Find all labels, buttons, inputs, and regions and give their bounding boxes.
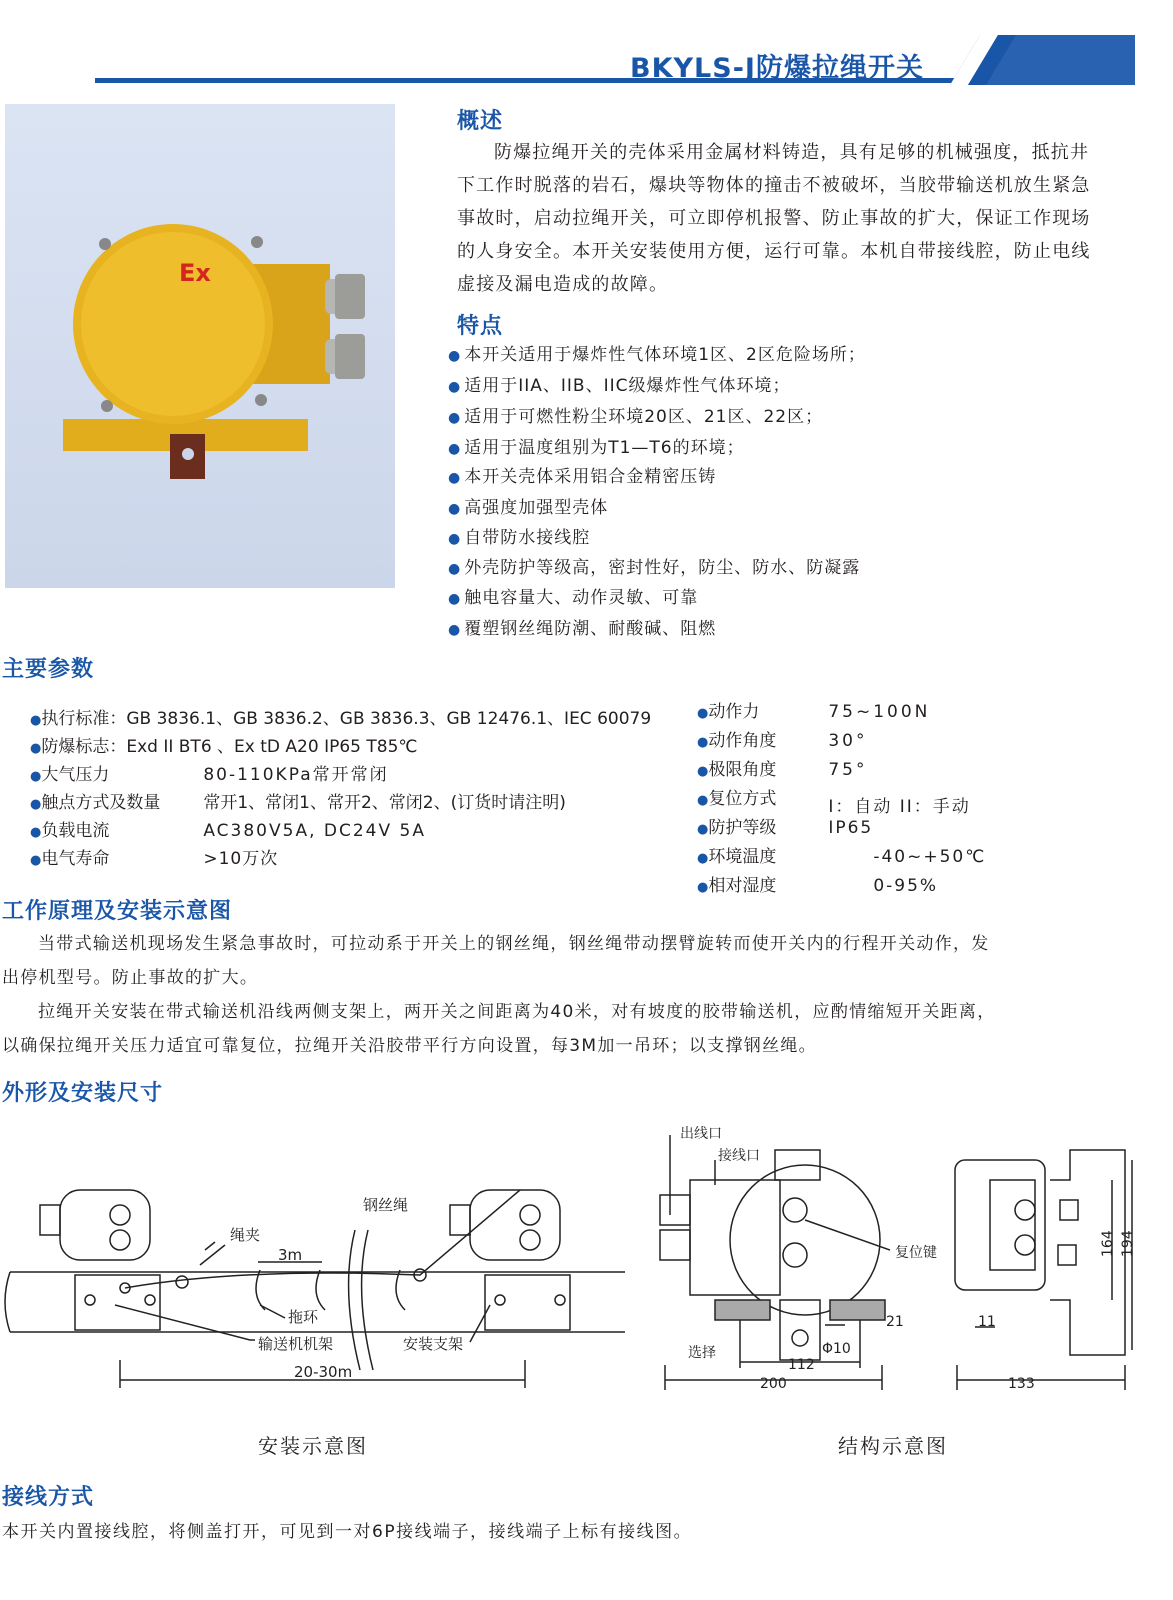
list-item: ● 自带防水接线腔 bbox=[448, 528, 591, 548]
param-row: ●动作角度 30° bbox=[697, 731, 868, 751]
wiring-text: 本开关内置接线腔，将侧盖打开，可见到一对6P接线端子，接线端子上标有接线图。 bbox=[2, 1522, 693, 1542]
bullet-icon: ● bbox=[448, 501, 462, 517]
label-span: 20-30m bbox=[294, 1363, 353, 1381]
bullet-icon: ● bbox=[697, 706, 709, 721]
bullet-icon: ● bbox=[448, 470, 462, 486]
overview-line: 虚接及漏电造成的故障。 bbox=[457, 274, 669, 295]
list-item: ● 适用于可燃性粉尘环境20区、21区、22区； bbox=[448, 407, 824, 427]
dim-112: 112 bbox=[788, 1357, 815, 1373]
principle-line: 出停机型号。防止事故的扩大。 bbox=[2, 968, 259, 988]
list-item: ● 覆塑钢丝绳防潮、耐酸碱、阻燃 bbox=[448, 619, 717, 639]
bullet-icon: ● bbox=[448, 531, 462, 547]
bullet-icon: ● bbox=[697, 880, 709, 895]
list-item: ● 触电容量大、动作灵敏、可靠 bbox=[448, 588, 699, 608]
dim-11: 11 bbox=[978, 1314, 996, 1330]
params-right bbox=[697, 697, 986, 900]
install-caption: 安装示意图 bbox=[258, 1434, 368, 1458]
bullet-icon: ● bbox=[30, 769, 42, 784]
overview-text bbox=[457, 136, 1147, 301]
bullet-icon: ● bbox=[697, 735, 709, 750]
param-row: ●复位方式 I：自动 II：手动 bbox=[697, 789, 971, 817]
features-heading: 特点 bbox=[457, 314, 504, 339]
install-diagram bbox=[0, 1170, 630, 1400]
principle-heading: 工作原理及安装示意图 bbox=[2, 899, 233, 924]
overview-line: 下工作时脱落的岩石，爆块等物体的撞击不被破坏，当胶带输送机放生紧急 bbox=[457, 175, 1091, 196]
param-row: ●触点方式及数量 常开1、常闭1、常开2、常闭2、(订货时请注明) bbox=[30, 793, 566, 813]
bullet-icon: ● bbox=[697, 822, 709, 837]
bullet-icon: ● bbox=[448, 591, 462, 607]
label-reset: 复位键 bbox=[895, 1245, 937, 1261]
bullet-icon: ● bbox=[30, 741, 42, 756]
dim-194: 194 bbox=[1120, 1230, 1136, 1257]
dim-200: 200 bbox=[760, 1376, 787, 1392]
principle-line: 当带式输送机现场发生紧急事故时，可拉动系于开关上的钢丝绳，钢丝绳带动摆臂旋转而使开关内的行程开关动作，发 bbox=[38, 934, 990, 954]
ex-mark: Ex bbox=[179, 259, 211, 287]
product-photo bbox=[5, 104, 395, 588]
dim-21: 21 bbox=[886, 1314, 904, 1330]
structure-caption: 结构示意图 bbox=[838, 1434, 948, 1458]
bullet-icon: ● bbox=[30, 825, 42, 840]
header-tab bbox=[950, 35, 1135, 85]
param-row: ●执行标准：GB 3836.1、GB 3836.2、GB 3836.3、GB 12476.1、IEC 60079 bbox=[30, 709, 652, 729]
overview-heading: 概述 bbox=[457, 109, 504, 134]
list-item: ● 本开关壳体采用铝合金精密压铸 bbox=[448, 467, 717, 487]
label-terminal: 接线口 bbox=[718, 1148, 760, 1164]
param-row: ●环境温度 -40~+50℃ bbox=[697, 847, 987, 867]
dim-phi10: Φ10 bbox=[822, 1341, 851, 1357]
param-row: ●大气压力 80-110KPa常开常闭 bbox=[30, 765, 389, 785]
bullet-icon: ● bbox=[30, 853, 42, 868]
label-frame: 输送机机架 bbox=[258, 1335, 334, 1353]
wiring-heading: 接线方式 bbox=[2, 1485, 95, 1510]
principle-line: 拉绳开关安装在带式输送机沿线两侧支架上，两开关之间距离为40米，对有坡度的胶带输送机，应酌情缩短开关距离， bbox=[38, 1002, 996, 1022]
label-ring: 拖环 bbox=[288, 1308, 319, 1326]
bullet-icon: ● bbox=[30, 797, 42, 812]
label-bracket: 安装支架 bbox=[403, 1335, 464, 1353]
overview-line: 防爆拉绳开关的壳体采用金属材料铸造，具有足够的机械强度，抵抗井 bbox=[494, 142, 1090, 163]
label-outlet: 出线口 bbox=[680, 1126, 722, 1142]
label-gap: 3m bbox=[278, 1246, 303, 1264]
list-item: ● 外壳防护等级高，密封性好，防尘、防水、防凝露 bbox=[448, 558, 861, 578]
param-row: ●极限角度 75° bbox=[697, 760, 868, 780]
dim-133: 133 bbox=[1008, 1376, 1035, 1392]
bullet-icon: ● bbox=[448, 410, 462, 426]
bullet-icon: ● bbox=[448, 348, 462, 364]
label-select: 选择 bbox=[688, 1345, 716, 1361]
list-item: ● 适用于温度组别为T1—T6的环境； bbox=[448, 438, 745, 458]
bullet-icon: ● bbox=[448, 622, 462, 638]
principle-line: 以确保拉绳开关压力适宜可靠复位，拉绳开关沿胶带平行方向设置，每3M加一吊环；以支撑钢丝绳。 bbox=[2, 1036, 817, 1056]
param-row: ●电气寿命 >10万次 bbox=[30, 849, 279, 869]
dim-164: 164 bbox=[1100, 1230, 1116, 1257]
param-row: ●动作力 75~100N bbox=[697, 702, 931, 722]
label-rope: 钢丝绳 bbox=[363, 1196, 409, 1214]
page-title: BKYLS-J防爆拉绳开关 bbox=[630, 53, 924, 84]
label-clamp: 绳夹 bbox=[230, 1226, 261, 1244]
bullet-icon: ● bbox=[697, 764, 709, 779]
params-left bbox=[30, 704, 651, 872]
list-item: ● 适用于IIA、IIB、IIC级爆炸性气体环境； bbox=[448, 376, 791, 396]
bullet-icon: ● bbox=[697, 793, 709, 808]
params-heading: 主要参数 bbox=[2, 657, 95, 682]
structure-diagram bbox=[650, 1120, 1150, 1400]
bullet-icon: ● bbox=[448, 441, 462, 457]
principle-text bbox=[2, 927, 1152, 1063]
param-row: ●防护等级 IP65 bbox=[697, 818, 874, 838]
bullet-icon: ● bbox=[448, 561, 462, 577]
dimensions-heading: 外形及安装尺寸 bbox=[2, 1081, 164, 1106]
list-item: ● 本开关适用于爆炸性气体环境1区、2区危险场所； bbox=[448, 345, 866, 365]
overview-line: 的人身安全。本开关安装使用方便，运行可靠。本机自带接线腔，防止电线 bbox=[457, 241, 1091, 262]
param-row: ●相对湿度 0-95% bbox=[697, 876, 939, 896]
bullet-icon: ● bbox=[448, 379, 462, 395]
list-item: ● 高强度加强型壳体 bbox=[448, 498, 609, 518]
bullet-icon: ● bbox=[30, 713, 42, 728]
overview-line: 事故时，启动拉绳开关，可立即停机报警、防止事故的扩大，保证工作现场 bbox=[457, 208, 1091, 229]
param-row: ●负载电流 AC380V5A, DC24V 5A bbox=[30, 821, 426, 841]
bullet-icon: ● bbox=[697, 851, 709, 866]
features-list bbox=[448, 340, 866, 644]
param-row: ●防爆标志：Exd II BT6 、Ex tD A20 IP65 T85℃ bbox=[30, 737, 418, 757]
